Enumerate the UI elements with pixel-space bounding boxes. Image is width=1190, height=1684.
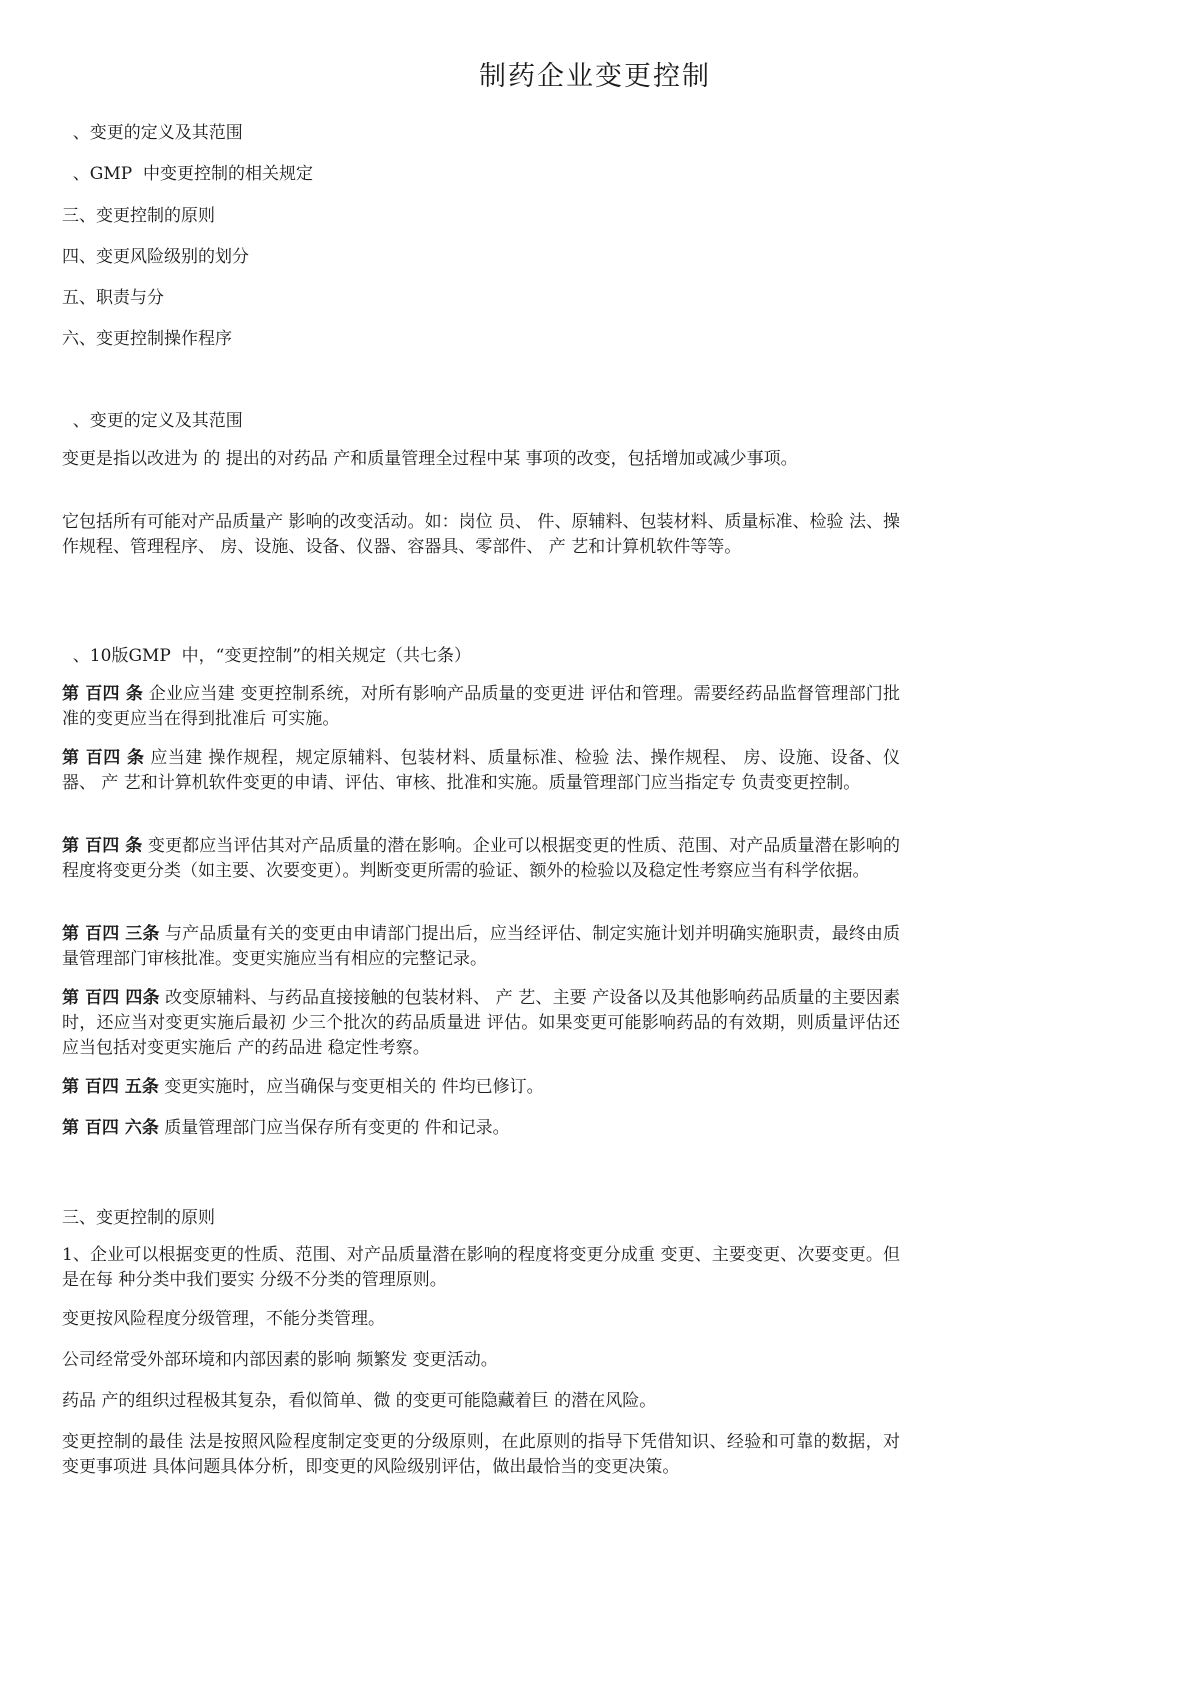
gmp-article-6 [62, 1075, 900, 1100]
toc-item-5: 五、职责与分 [62, 288, 164, 308]
article-label: 第 百四 六条 [62, 1118, 159, 1138]
gmp-article-5 [62, 986, 900, 1061]
toc-item-6: 六、变更控制操作程序 [62, 329, 232, 349]
section-heading-gmp: 、10版GMP 中，“变更控制”的相关规定（共七条） [62, 646, 472, 666]
article-label: 第 百四 三条 [62, 924, 160, 944]
principle-paragraph-1: 1、企业可以根据变更的性质、范围、对产品质量潜在影响的程度将变更分成重 变更、主要变更、次要变更。但是在每 种分类中我们要实 分级不分类的管理原则。 [62, 1245, 900, 1290]
gmp-article-3 [62, 834, 900, 884]
principle-paragraph-3: 公司经常受外部环境和内部因素的影响 频繁发 变更活动。 [62, 1350, 498, 1370]
document-title: 制药企业变更控制 [479, 61, 711, 92]
section-heading-definition: 、变更的定义及其范围 [62, 411, 243, 431]
article-text: 改变原辅料、与药品直接接触的包装材料、 产 艺、主要 产设备以及其他影响药品质量的主要因素时，还应当对变更实施后最初 少三个批次的药品质量进 评估。如果变更可能影响药品的有效期，则质量评估还应当包括对变更实施后 产的药品进 稳定性考察。 [62, 988, 900, 1058]
article-label: 第 百四 条 [62, 836, 143, 856]
paragraph-scope: 它包括所有可能对产品质量产 影响的改变活动。如：岗位 员、 件、原辅料、包装材料、质量标准、检验 法、操作规程、管理程序、 房、设施、设备、仪器、容器具、零部件、 产 艺和计算机软件等等。 [62, 512, 900, 557]
article-text: 变更实施时，应当确保与变更相关的 件均已修订。 [164, 1077, 544, 1097]
paragraph-definition: 变更是指以改进为 的 提出的对药品 产和质量管理全过程中某 事项的改变，包括增加或减少事项。 [62, 449, 798, 469]
principle-paragraph-5: 变更控制的最佳 法是按照风险程度制定变更的分级原则，在此原则的指导下凭借知识、经验和可靠的数据，对变更事项进 具体问题具体分析，即变更的风险级别评估，做出最恰当的变更决策。 [62, 1432, 900, 1477]
gmp-article-4 [62, 922, 900, 972]
principle-paragraph-2: 变更按风险程度分级管理，不能分类管理。 [62, 1309, 385, 1329]
toc-item-3: 三、变更控制的原则 [62, 206, 215, 226]
article-label: 第 百四 五条 [62, 1077, 159, 1097]
gmp-article-7 [62, 1116, 900, 1141]
toc-item-1: 、变更的定义及其范围 [62, 123, 243, 143]
gmp-article-1 [62, 682, 900, 732]
article-text: 质量管理部门应当保存所有变更的 件和记录。 [164, 1118, 510, 1138]
article-label: 第 百四 条 [62, 684, 144, 704]
article-label: 第 百四 四条 [62, 988, 160, 1008]
article-text: 应当建 操作规程，规定原辅料、包装材料、质量标准、检验 法、操作规程、 房、设施、设备、仪器、 产 艺和计算机软件变更的申请、评估、审核、批准和实施。质量管理部门应当指定专 负责变更控制。 [62, 748, 901, 793]
principle-paragraph-4: 药品 产的组织过程极其复杂，看似简单、微 的变更可能隐藏着巨 的潜在风险。 [62, 1391, 657, 1411]
article-label: 第 百四 条 [62, 748, 145, 768]
section-heading-principles: 三、变更控制的原则 [62, 1208, 215, 1228]
article-text: 变更都应当评估其对产品质量的潜在影响。企业可以根据变更的性质、范围、对产品质量潜在影响的程度将变更分类（如主要、次要变更）。判断变更所需的验证、额外的检验以及稳定性考察应当有科学依据。 [62, 836, 901, 881]
gmp-article-2 [62, 746, 900, 796]
toc-item-4: 四、变更风险级别的划分 [62, 247, 249, 267]
article-text: 企业应当建 变更控制系统，对所有影响产品质量的变更进 评估和管理。需要经药品监督管理部门批准的变更应当在得到批准后 可实施。 [62, 684, 900, 729]
toc-item-2: 、GMP 中变更控制的相关规定 [62, 164, 314, 184]
article-text: 与产品质量有关的变更由申请部门提出后，应当经评估、制定实施计划并明确实施职责，最终由质量管理部门审核批准。变更实施应当有相应的完整记录。 [62, 924, 901, 969]
